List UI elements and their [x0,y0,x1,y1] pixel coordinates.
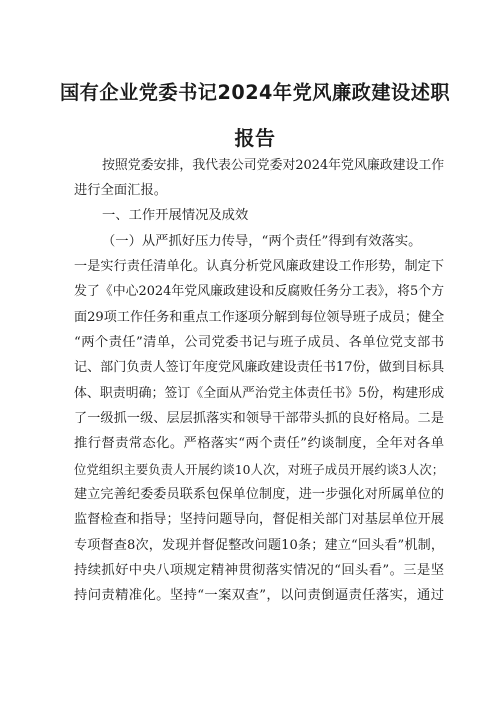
paragraph-line: 进行全面汇报。 [74,183,168,198]
document-title: 国有企业党委书记2024年党风廉政建设述职 [60,81,451,104]
paragraph-line: 发了《中心2024年党风廉政建设和反腐败任务分工表》，将5个方 [74,284,444,299]
paragraph-line: 持续抓好中央八项规定精神贯彻落实情况的“回头看”。三是坚 [74,563,444,578]
paragraph-line: 了一级抓一级、层层抓落实和领导干部带头抓的良好格局。二是 [74,411,444,426]
subsection-heading: （一）从严抓好压力传导，“两个责任”得到有效落实。 [102,234,422,249]
paragraph-line: 面29项工作任务和重点工作逐项分解到每位领导班子成员；健全 [74,310,445,325]
document-title-continued: 报告 [234,126,276,150]
paragraph-line: 体、职责明确；签订《全面从严治党主体责任书》5份，构建形成 [74,386,444,401]
paragraph-line: 监督检查和指导；坚持问题导向，督促相关部门对基层单位开展 [74,512,444,527]
paragraph-line: 建立完善纪委委员联系包保单位制度，进一步强化对所属单位的 [74,487,444,502]
paragraph-line: 推行督责常态化。严格落实“两个责任”约谈制度，全年对各单 [74,436,444,451]
paragraph-line: 按照党委安排，我代表公司党委对2024年党风廉政建设工作 [102,158,445,173]
paragraph-line: 持问责精准化。坚持“一案双查”，以问责倒逼责任落实，通过 [74,588,444,603]
paragraph-line: 专项督查8次，发现并督促整改问题10条；建立“回头看”机制， [74,538,444,553]
paragraph-line: 记、部门负责人签订年度党风廉政建设责任书17份，做到目标具 [74,360,445,375]
section-heading: 一、工作开展情况及成效 [102,208,249,223]
paragraph-line: 一是实行责任清单化。认真分析党风廉政建设工作形势，制定下 [74,259,444,274]
paragraph-line: “两个责任”清单，公司党委书记与班子成员、各单位党支部书 [74,335,444,350]
paragraph-line: 位党组织主要负责人开展约谈10人次，对班子成员开展约谈3人次； [74,463,444,477]
